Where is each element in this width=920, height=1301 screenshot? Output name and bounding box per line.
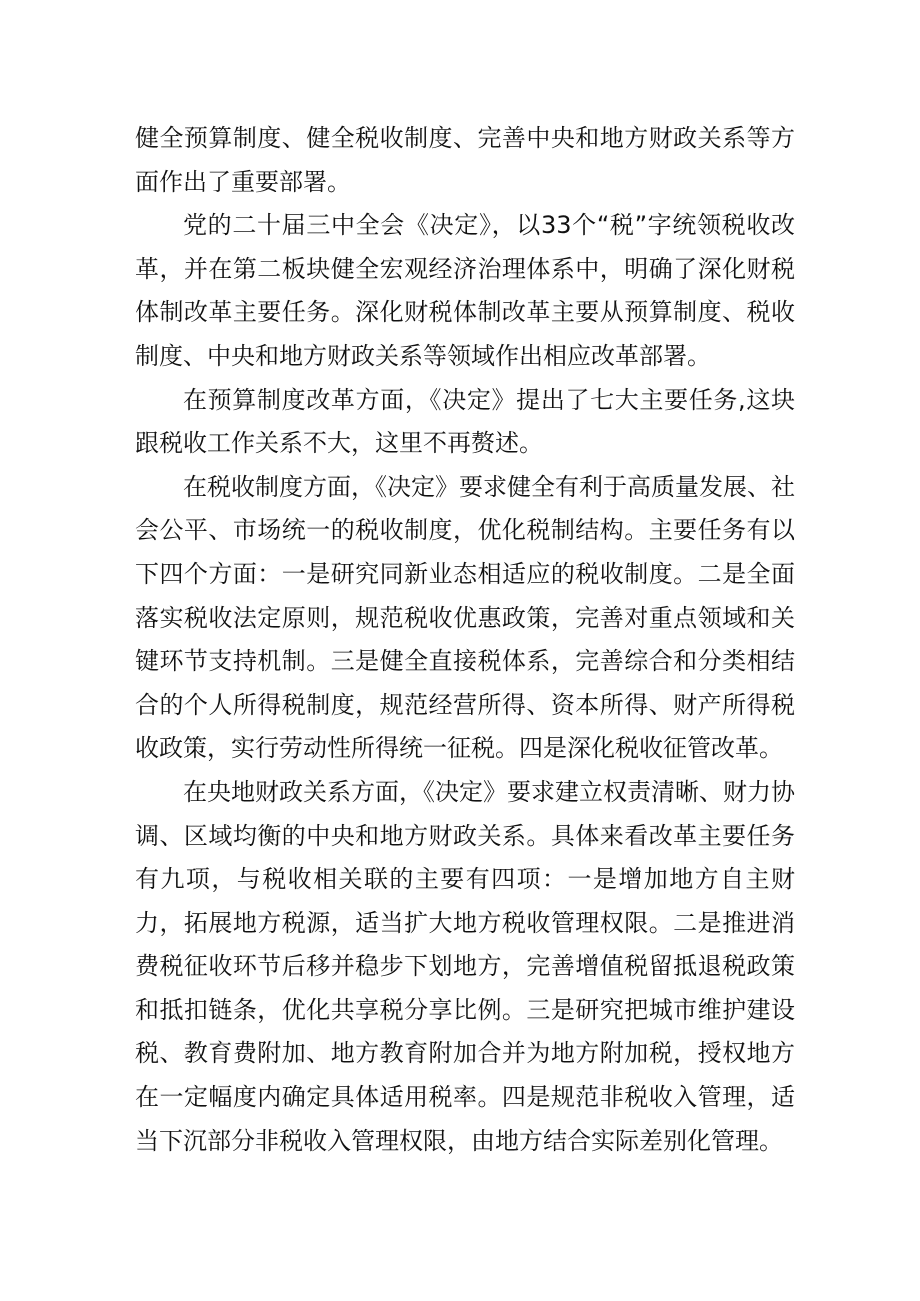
document-body [135,117,795,1163]
paragraph-tax-system: 在税收制度方面，《决定》要求健全有利于高质量发展、社会公平、市场统一的税收制度，优化税制结构。主要任务有以下四个方面：一是研究同新业态相适应的税收制度。二是全面落实税收法定原则，规范税收优惠政策，完善对重点领域和关键环节支持机制。三是健全直接税体系，完善综合和分类相结合的个人所得税制度，规范经营所得、资本所得、财产所得税收政策，实行劳动性所得统一征税。四是深化税收征管改革。 [135,472,795,763]
paragraph-budget-reform: 在预算制度改革方面，《决定》提出了七大主要任务,这块跟税收工作关系不大，这里不再赘述。 [135,385,795,458]
paragraph-central-local-relations: 在央地财政关系方面，《决定》要求建立权责清晰、财力协调、区域均衡的中央和地方财政关系。具体来看改革主要任务有九项，与税收相关联的主要有四项：一是增加地方自主财力，拓展地方税源，适当扩大地方税收管理权限。二是推进消费税征收环节后移并稳步下划地方，完善增值税留抵退税政策和抵扣链条，优化共享税分享比例。三是研究把城市维护建设税、教育费附加、地方教育附加合并为地方附加税，授权地方在一定幅度内确定具体适用税率。四是规范非税收入管理，适当下沉部分非税收入管理权限，由地方结合实际差别化管理。 [135,777,795,1155]
paragraph-continuation: 健全预算制度、健全税收制度、完善中央和地方财政关系等方面作出了重要部署。 [135,124,795,196]
paragraph-plenum-decision: 党的二十届三中全会《决定》，以33个“税”字统领税收改革，并在第二板块健全宏观经济治理体系中，明确了深化财税体制改革主要任务。深化财税体制改革主要从预算制度、税收制度、中央和地方财政关系等领域作出相应改革部署。 [135,211,795,370]
